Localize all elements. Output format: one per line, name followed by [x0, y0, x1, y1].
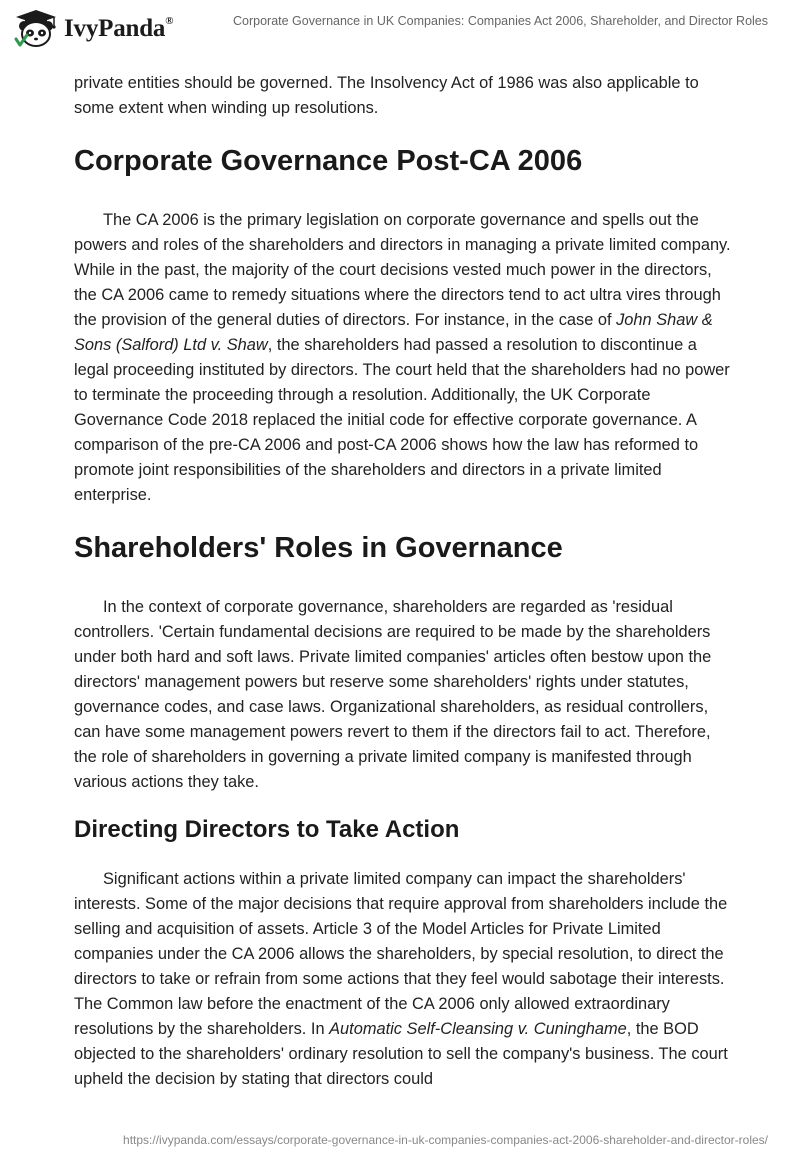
section-heading-directing-directors: Directing Directors to Take Action — [74, 816, 460, 843]
section3-paragraph: Significant actions within a private limited company can impact the shareholders' interests. Some of the major decisions that require approval from shareholders include the selling and acquisition of assets. Article 3 of the Model Articles for Private Limited companies under the CA 2006 allows the shareholders, by special resolution, to direct the directors to take or refrain from some actions that they feel would sabotage their interests. The Common law before the enactment of the CA 2006 only allowed extraordinary resolutions by the shareholders. In Automatic Self-Cleansing v. Cuninghame, the BOD objected to the shareholders' ordinary resolution to sell the company's business. The court upheld the decision by stating that directors could — [74, 870, 728, 1088]
case-citation: Automatic Self-Cleansing v. Cuninghame — [329, 1020, 627, 1038]
ivypanda-logo[interactable] — [14, 9, 173, 49]
section-heading-shareholders-roles: Shareholders' Roles in Governance — [74, 532, 563, 564]
intro-paragraph: private entities should be governed. The Insolvency Act of 1986 was also applicable to some extent when winding up resolutions. — [74, 74, 699, 117]
document-title: Corporate Governance in UK Companies: Companies Act 2006, Shareholder, and Director Roles — [232, 14, 768, 28]
panda-graduate-icon — [14, 9, 58, 49]
page-header — [0, 0, 800, 60]
source-url[interactable]: https://ivypanda.com/essays/corporate-governance-in-uk-companies-companies-act-2006-shareholder-and-director-roles/ — [123, 1133, 768, 1147]
section-heading-post-ca2006: Corporate Governance Post-CA 2006 — [74, 145, 583, 177]
article-body — [74, 71, 734, 1092]
case-citation: John Shaw & Sons (Salford) Ltd v. Shaw — [74, 311, 713, 354]
section1-paragraph: The CA 2006 is the primary legislation on corporate governance and spells out the powers and roles of the shareholders and directors in managing a private limited company. While in the past, the majority of the court decisions vested much power in the directors, the CA 2006 came to remedy situations where the directors tend to act ultra vires through the provision of the general duties of directors. For instance, in the case of John Shaw & Sons (Salford) Ltd v. Shaw, the shareholders had passed a resolution to discontinue a legal proceeding instituted by directors. The court held that the shareholders had no power to terminate the proceeding through a resolution. Additionally, the UK Corporate Governance Code 2018 replaced the initial code for effective corporate governance. A comparison of the pre-CA 2006 and post-CA 2006 shows how the law has reformed to promote joint responsibilities of the shareholders and directors in a private limited enterprise. — [74, 211, 731, 504]
section2-paragraph: In the context of corporate governance, shareholders are regarded as 'residual controllers. 'Certain fundamental decisions are required to be made by the shareholders under both hard and soft laws. Private limited companies' articles often bestow upon the directors' management powers but reserve some shareholders' rights under statutes, governance codes, and case laws. Organizational shareholders, as residual controllers, can have some management powers revert to them if the directors fail to act. Therefore, the role of shareholders in governing a private limited company is manifested through various actions they take. — [74, 598, 712, 791]
logo-wordmark: IvyPanda® — [64, 14, 174, 42]
